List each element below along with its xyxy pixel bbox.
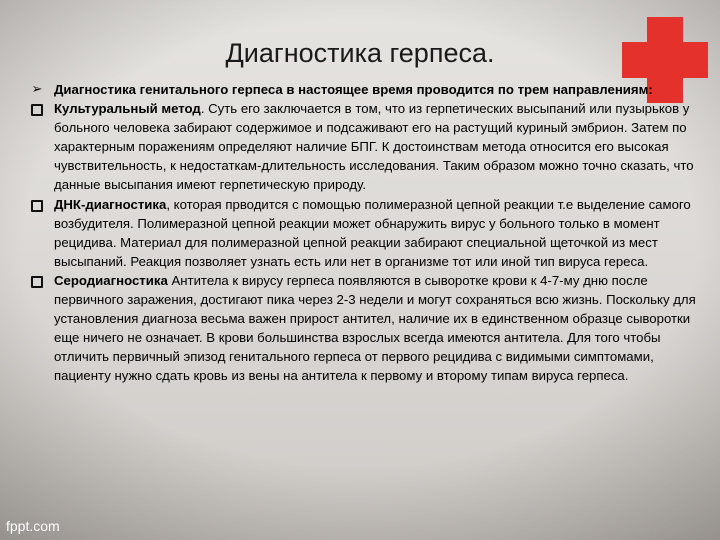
list-item-serodiagnostics <box>30 271 696 386</box>
item-text: . Суть его заключается в том, что из герпетических высыпаний или пузырьков у больного человека забирают содержимое и подсаживают его на растущий куриный эмбрион. Затем по характерным поражениям определяют наличие БПГ. К достоинствам метода относится его высокая чувствительность, к недостаткам-длительность исследования. Таким образом можно точно сказать, что данные высыпания имеют герпетическую природу. <box>54 101 694 193</box>
item-lead: ДНК-диагностика <box>54 196 167 212</box>
list-item-culture-method <box>30 99 696 194</box>
checkbox-bullet-icon <box>30 103 44 117</box>
arrow-bullet-icon <box>30 83 44 97</box>
checkbox-bullet-icon <box>30 275 44 289</box>
item-text: , которая прводится с помощью полимеразной цепной реакции т.е выделение самого возбудителя. Полимеразной цепной реакции может обнаружить вирус у больного только в момент рецидива. Материал для полимеразной цепной реакции забирают специальной щеточкой из мест высыпаний. Реакция позволяет узнать есть или нет в организме тот или иной тип вируса гереса. <box>54 196 691 269</box>
list-item-dna-diagnostics <box>30 195 696 271</box>
watermark-text: fppt.com <box>6 518 60 534</box>
slide-title: Диагностика герпеса. <box>225 38 495 68</box>
item-lead: Серодиагностика <box>54 272 168 288</box>
intro-text: Диагностика генитального герпеса в настоящее время проводится по трем направлениям: <box>54 82 653 97</box>
item-lead: Культуральный метод <box>54 101 201 117</box>
slide-body <box>30 80 696 386</box>
item-text: Антитела к вирусу герпеса появляются в сыворотке крови к 4-7-му дню после первичного заражения, достигают пика через 2-3 недели и могут сохраняться всю жизнь. Поскольку для установления диагноза весьма важен прирост антител, наличие их в единственном образце сыворотки еще ничего не означает. В крови большинства взрослых всегда имеются антитела. Для того чтобы отличить первичный эпизод генитального герпеса от первого рецидива с видимыми симптомами, пациенту нужно сдать кровь из вены на антитела к первому и второму типам вируса герпеса. <box>54 272 696 384</box>
checkbox-bullet-icon <box>30 199 44 213</box>
list-item-intro <box>30 80 696 99</box>
